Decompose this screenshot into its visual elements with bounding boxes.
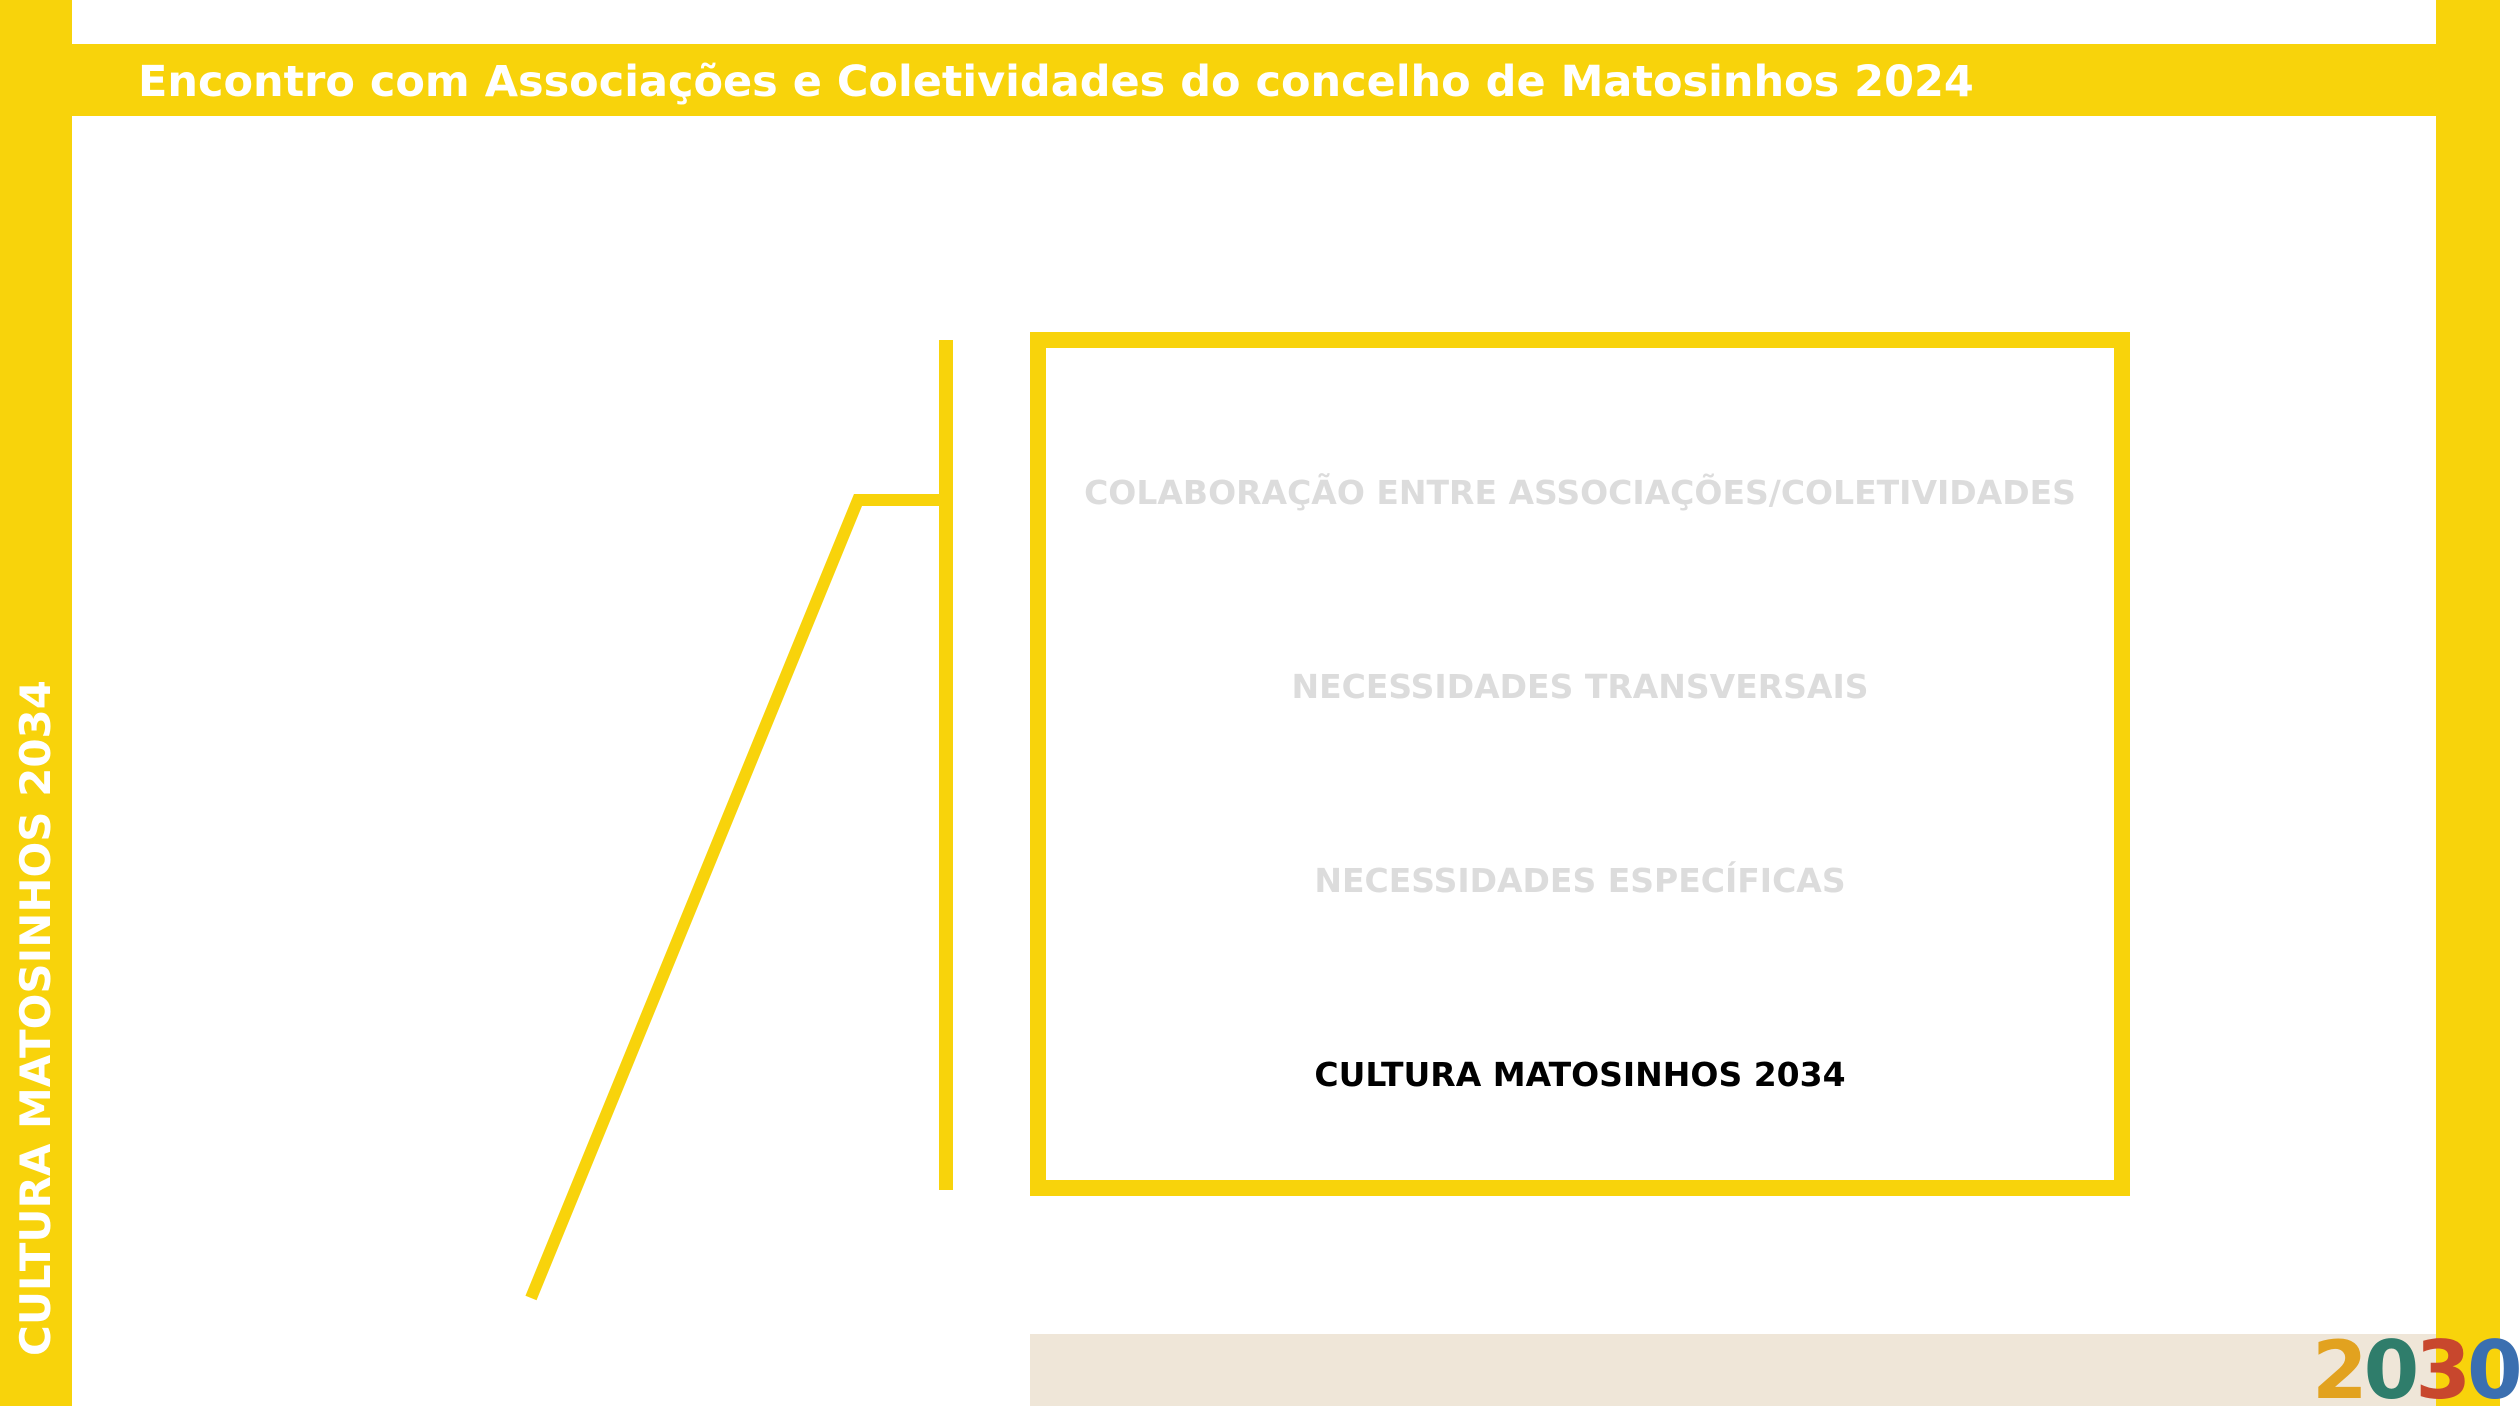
connector-line xyxy=(531,500,945,1298)
logo-digit: 3 xyxy=(2415,1324,2468,1417)
agenda-box xyxy=(1030,332,2130,1196)
agenda-item-necessidades-especificas[interactable]: NECESSIDADES ESPECÍFICAS xyxy=(1314,861,1846,900)
right-accent-bar xyxy=(2436,0,2500,1406)
side-label: CULTURA MATOSINHOS 2034 xyxy=(11,680,60,1356)
agenda-item-colaboracao[interactable]: COLABORAÇÃO ENTRE ASSOCIAÇÕES/COLETIVIDADES xyxy=(1084,473,2076,512)
slide-title: Encontro com Associações e Coletividades do concelho de Matosinhos 2024 xyxy=(138,57,1974,107)
agenda-item-cultura-matosinhos[interactable]: CULTURA MATOSINHOS 2034 xyxy=(1314,1055,1846,1094)
logo-digit: 2 xyxy=(2312,1324,2364,1417)
logo-digit: 0 xyxy=(2363,1324,2416,1417)
logo-digit: 0 xyxy=(2467,1324,2519,1417)
footer-band xyxy=(1030,1324,2436,1417)
logo-2030 xyxy=(2312,1324,2519,1417)
agenda-item-necessidades-transversais[interactable]: NECESSIDADES TRANSVERSAIS xyxy=(1291,667,1869,706)
